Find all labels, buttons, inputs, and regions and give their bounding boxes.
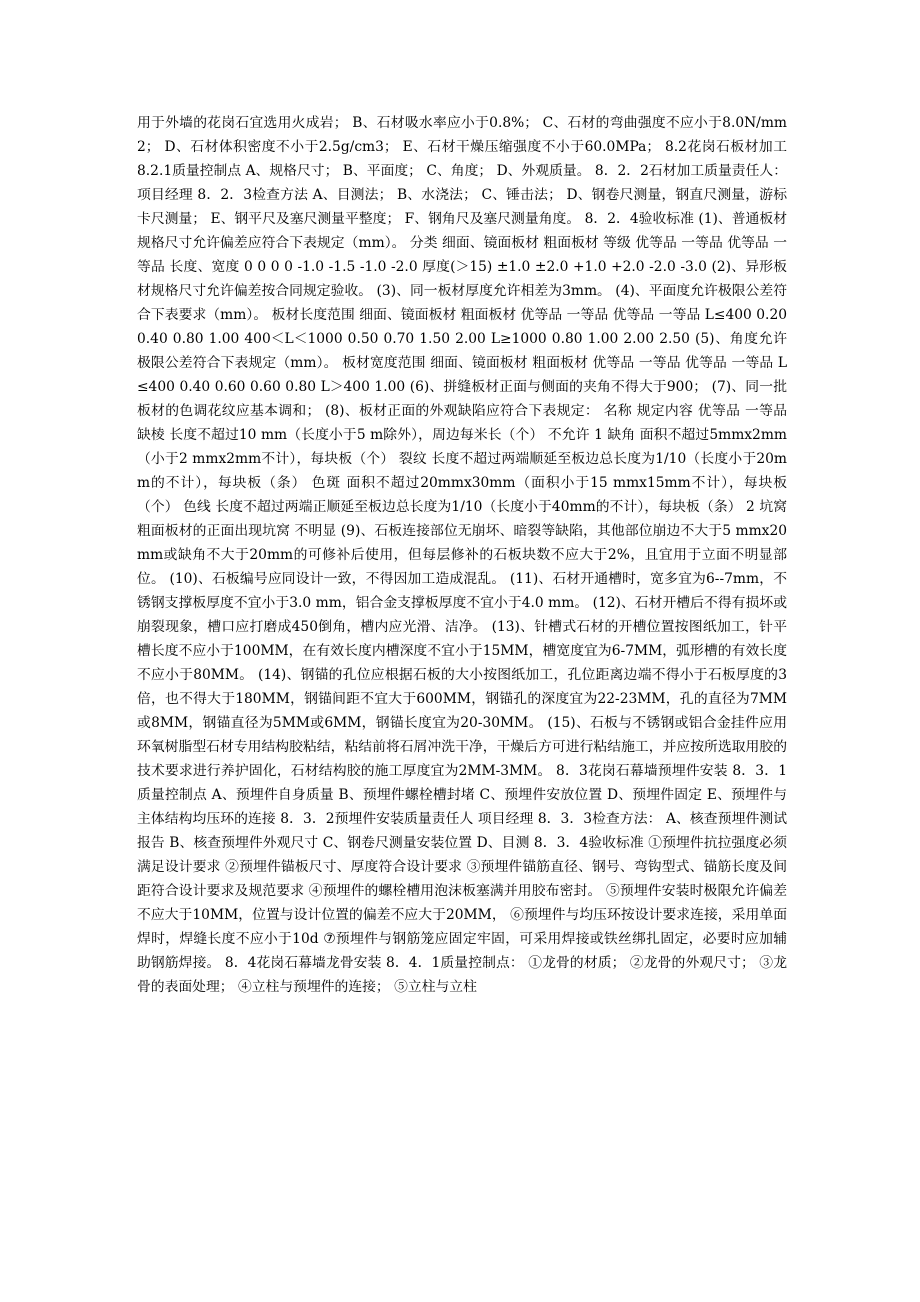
document-body-text: 用于外墙的花岗石宜选用火成岩； B、石材吸水率应小于0.8%； C、石材的弯曲强度不应小于8.0N/mm2； D、石材体积密度不小于2.5g/cm3； E、石材干燥压缩强度不小于60.0MPa； 8.2花岗石板材加工 8.2.1质量控制点 A、规格尺寸； B、平面度； C、角度； D、外观质量。 8．2．2石材加工质量责任人：项目经理 8．2．3检查方法 A、目测法； B、水浇法； C、锤击法； D、钢卷尺测量，钢直尺测量，游标卡尺测量； E、钢平尺及塞尺测量平整度； F、钢角尺及塞尺测量角度。 8．2．4验收标准 (1)、普通板材规格尺寸允许偏差应符合下表规定（mm）。 分类 细面、镜面板材 粗面板材 等级 优等品 一等品 优等品 一等品 长度、宽度 0 0 0 0 -1.0 -1.5 -1.0 -2.0 厚度(＞15) ±1.0 ±2.0 +1.0 +2.0 -2.0 -3.0 (2)、异形板材规格尺寸允许偏差按合同规定验收。 (3)、同一板材厚度允许相差为3mm。 (4)、平面度允许极限公差符合下表要求（mm）。 板材长度范围 细面、镜面板材 粗面板材 优等品 一等品 优等品 一等品 L≤400 0.20 0.40 0.80 1.00 400＜L＜1000 0.50 0.70 1.50 2.00 L≥1000 0.80 1.00 2.00 2.50 (5)、角度允许极限公差符合下表规定（mm）。 板材宽度范围 细面、镜面板材 粗面板材 优等品 一等品 优等品 一等品 L≤400 0.40 0.60 0.60 0.80 L＞400 1.00 (6)、拼缝板材正面与侧面的夹角不得大于900； (7)、同一批板材的色调花纹应基本调和； (8)、板材正面的外观缺陷应符合下表规定： 名称 规定内容 优等品 一等品 缺棱 长度不超过10 mm（长度小于5 m除外），周边每米长（个） 不允许 1 缺角 面积不超过5mmx2mm（小于2 mmx2mm不计），每块板（个） 裂纹 长度不超过两端顺延至板边总长度为1/10（长度小于20mm的不计），每块板（条） 色斑 面积不超过20mmx30mm（面积小于15 mmx15mm不计），每块板（个） 色线 长度不超过两端正顺延至板边总长度为1/10（长度小于40mm的不计），每块板（条） 2 坑窝 粗面板材的正面出现坑窝 不明显 (9)、石板连接部位无崩坏、暗裂等缺陷，其他部位崩边不大于5 mmx20mm或缺角不大于20mm的可修补后使用，但每层修补的石板块数不应大于2%，且宜用于立面不明显部位。 (10)、石板编号应同设计一致，不得因加工造成混乱。 (11)、石材开通槽时，宽多宜为6--7mm，不锈钢支撑板厚度不宜小于3.0 mm，铝合金支撑板厚度不宜小于4.0 mm。 (12)、石材开槽后不得有损坏或崩裂现象，槽口应打磨成450倒角，槽内应光滑、洁净。 (13)、针槽式石材的开槽位置按图纸加工，针平槽长度不应小于100MM，在有效长度内槽深度不宜小于15MM，槽宽度宜为6-7MM，弧形槽的有效长度不应小于80MM。 (14)、钢锚的孔位应根据石板的大小按图纸加工，孔位距离边端不得小于石板厚度的3倍，也不得大于180MM，钢锚间距不宜大于600MM，钢锚孔的深度宜为22-23MM，孔的直径为7MM或8MM，钢锚直径为5MM或6MM，钢锚长度宜为20-30MM。 (15)、石板与不锈钢或铝合金挂件应用环氧树脂型石材专用结构胶粘结，粘结前将石屑冲洗干净，干燥后方可进行粘结施工，并应按所选取用胶的技术要求进行养护固化，石材结构胶的施工厚度宜为2MM-3MM。 8．3花岗石幕墙预埋件安装 8．3．1质量控制点 A、预埋件自身质量 B、预埋件螺栓槽封堵 C、预埋件安放位置 D、预埋件固定 E、预埋件与主体结构均压环的连接 8．3．2预埋件安装质量责任人 项目经理 8．3．3检查方法： A、核查预埋件测试报告 B、核查预埋件外观尺寸 C、钢卷尺测量安装位置 D、目测 8．3．4验收标准 ①预埋件抗拉强度必须满足设计要求 ②预埋件锚板尺寸、厚度符合设计要求 ③预埋件锚筋直径、钢号、弯钩型式、锚筋长度及间距符合设计要求及规范要求 ④预埋件的螺栓槽用泡沫板塞满并用胶布密封。 ⑤预埋件安装时极限允许偏差不应大于10MM，位置与设计位置的偏差不应大于20MM， ⑥预埋件与均压环按设计要求连接，采用单面焊时，焊缝长度不应小于10d ⑦预埋件与钢筋笼应固定牢固，可采用焊接或铁丝绑扎固定，必要时应加辅助钢筋焊接。 8．4花岗石幕墙龙骨安装 8．4．1质量控制点： ①龙骨的材质； ②龙骨的外观尺寸； ③龙骨的表面处理； ④立柱与预埋件的连接； ⑤立柱与立柱 (137, 115, 787, 995)
document-page (137, 111, 787, 999)
